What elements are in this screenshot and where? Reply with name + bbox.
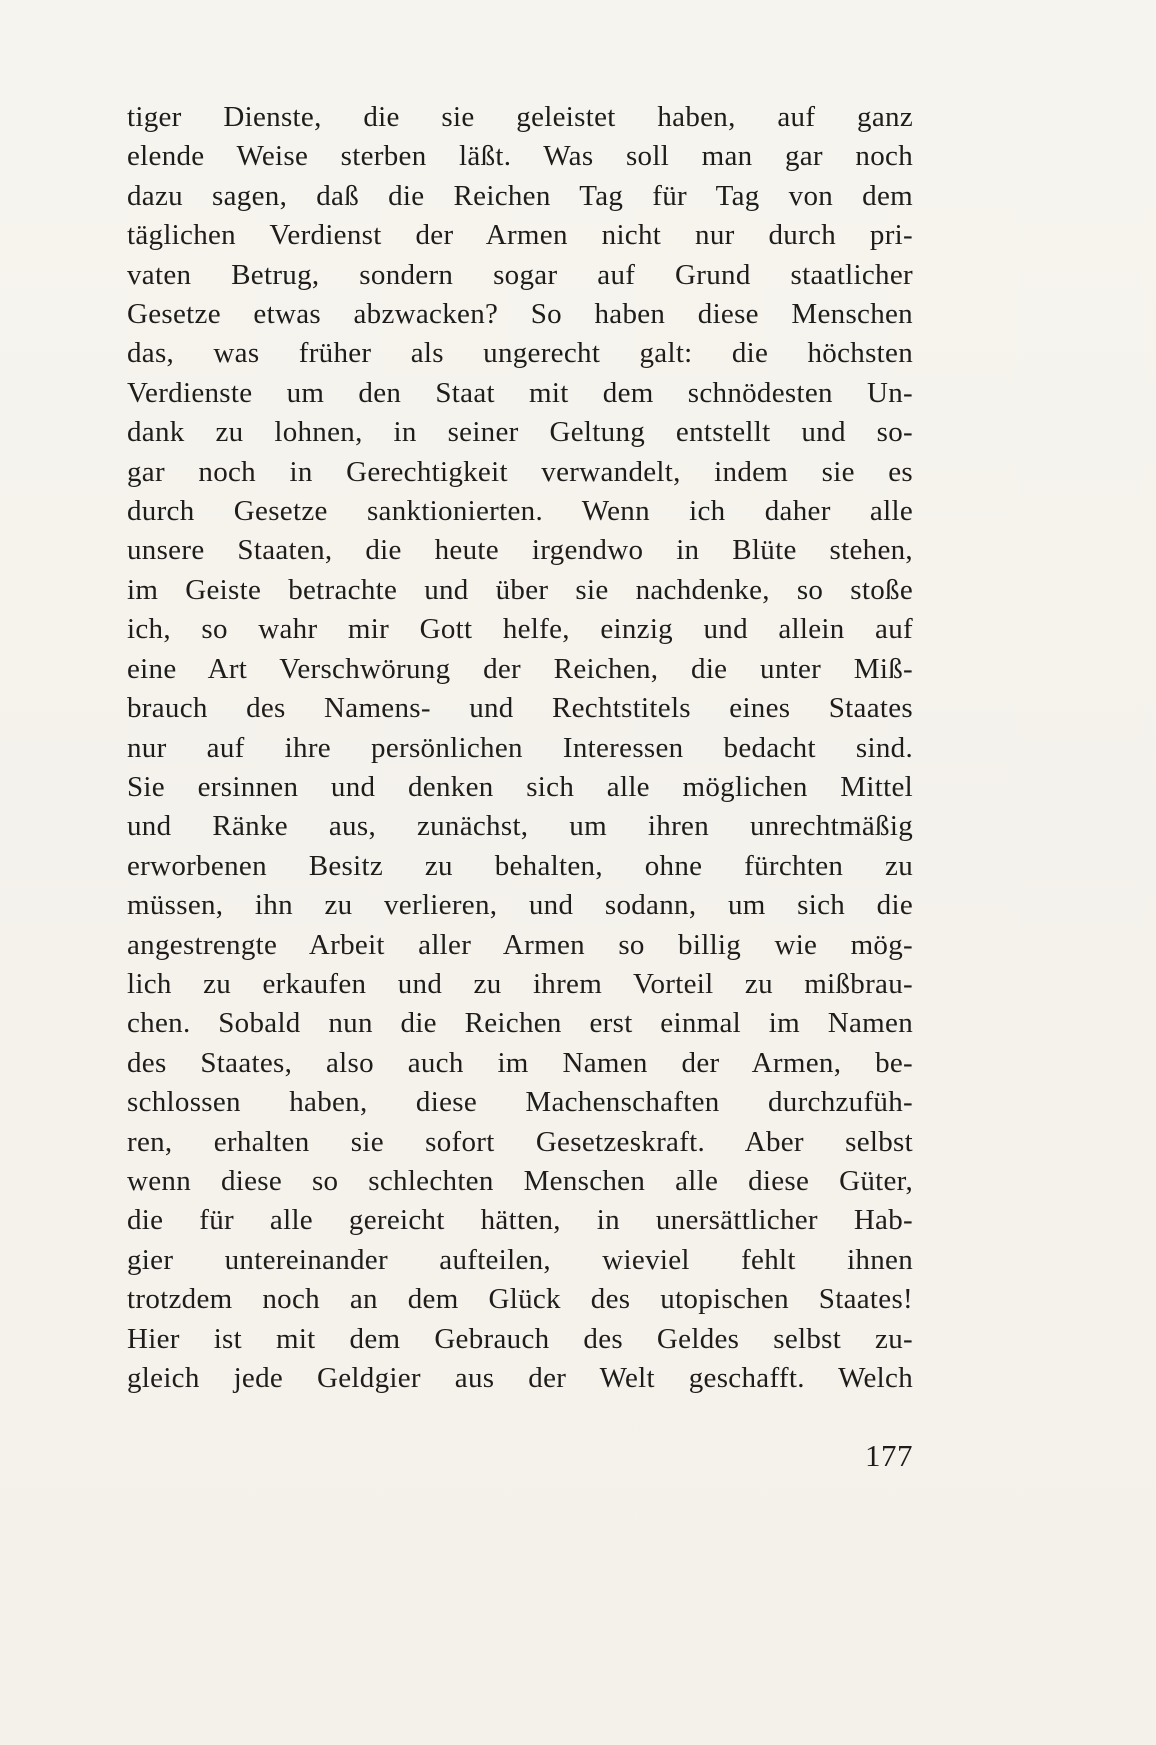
text-line: angestrengte Arbeit aller Armen so billig wie mög- — [127, 928, 913, 961]
text-line: unsere Staaten, die heute irgendwo in Blüte stehen, — [127, 534, 913, 567]
text-line: durch Gesetze sanktionierten. Wenn ich daher alle — [127, 495, 913, 528]
text-line: eine Art Verschwörung der Reichen, die unter Miß- — [127, 652, 913, 685]
text-line: brauch des Namens- und Rechtstitels eines Staates — [127, 692, 913, 725]
text-line: nur auf ihre persönlichen Interessen bedacht sind. — [127, 731, 913, 764]
text-line: und Ränke aus, zunächst, um ihren unrechtmäßig — [127, 810, 913, 843]
text-line: dank zu lohnen, in seiner Geltung entstellt und so- — [127, 416, 913, 449]
text-line: lich zu erkaufen und zu ihrem Vorteil zu mißbrau- — [127, 967, 913, 1000]
text-line: das, was früher als ungerecht galt: die höchsten — [127, 337, 913, 370]
text-line: täglichen Verdienst der Armen nicht nur durch pri- — [127, 219, 913, 252]
text-line: Sie ersinnen und denken sich alle möglichen Mittel — [127, 770, 913, 803]
text-line: die für alle gereicht hätten, in unersättlicher Hab- — [127, 1204, 913, 1237]
text-line: schlossen haben, diese Machenschaften durchzufüh- — [127, 1086, 913, 1119]
text-line: tiger Dienste, die sie geleistet haben, auf ganz — [127, 101, 913, 133]
text-line: erworbenen Besitz zu behalten, ohne fürchten zu — [127, 849, 913, 882]
text-line: elende Weise sterben läßt. Was soll man gar noch — [127, 140, 913, 173]
text-line: gar noch in Gerechtigkeit verwandelt, indem sie es — [127, 455, 913, 488]
text-line: wenn diese so schlechten Menschen alle diese Güter, — [127, 1164, 913, 1197]
page-number: 177 — [865, 1438, 913, 1473]
text-line: trotzdem noch an dem Glück des utopischen Staates! — [127, 1283, 913, 1316]
text-line: vaten Betrug, sondern sogar auf Grund staatlicher — [127, 258, 913, 291]
text-line: des Staates, also auch im Namen der Armen, be- — [127, 1046, 913, 1079]
text-line: chen. Sobald nun die Reichen erst einmal im Namen — [127, 1007, 913, 1040]
text-line: gier untereinander aufteilen, wieviel fehlt ihnen — [127, 1243, 913, 1276]
text-line: Verdienste um den Staat mit dem schnödesten Un- — [127, 376, 913, 409]
text-line: ich, so wahr mir Gott helfe, einzig und allein auf — [127, 613, 913, 646]
text-line: Hier ist mit dem Gebrauch des Geldes selbst zu- — [127, 1322, 913, 1355]
text-line: dazu sagen, daß die Reichen Tag für Tag von dem — [127, 179, 913, 212]
text-block — [127, 98, 913, 1398]
text-line: gleich jede Geldgier aus der Welt geschafft. Welch — [127, 1362, 913, 1394]
text-line: Gesetze etwas abzwacken? So haben diese Menschen — [127, 298, 913, 331]
text-line: müssen, ihn zu verlieren, und sodann, um sich die — [127, 889, 913, 922]
text-line: im Geiste betrachte und über sie nachdenke, so stoße — [127, 573, 913, 606]
text-line: ren, erhalten sie sofort Gesetzeskraft. Aber selbst — [127, 1125, 913, 1158]
